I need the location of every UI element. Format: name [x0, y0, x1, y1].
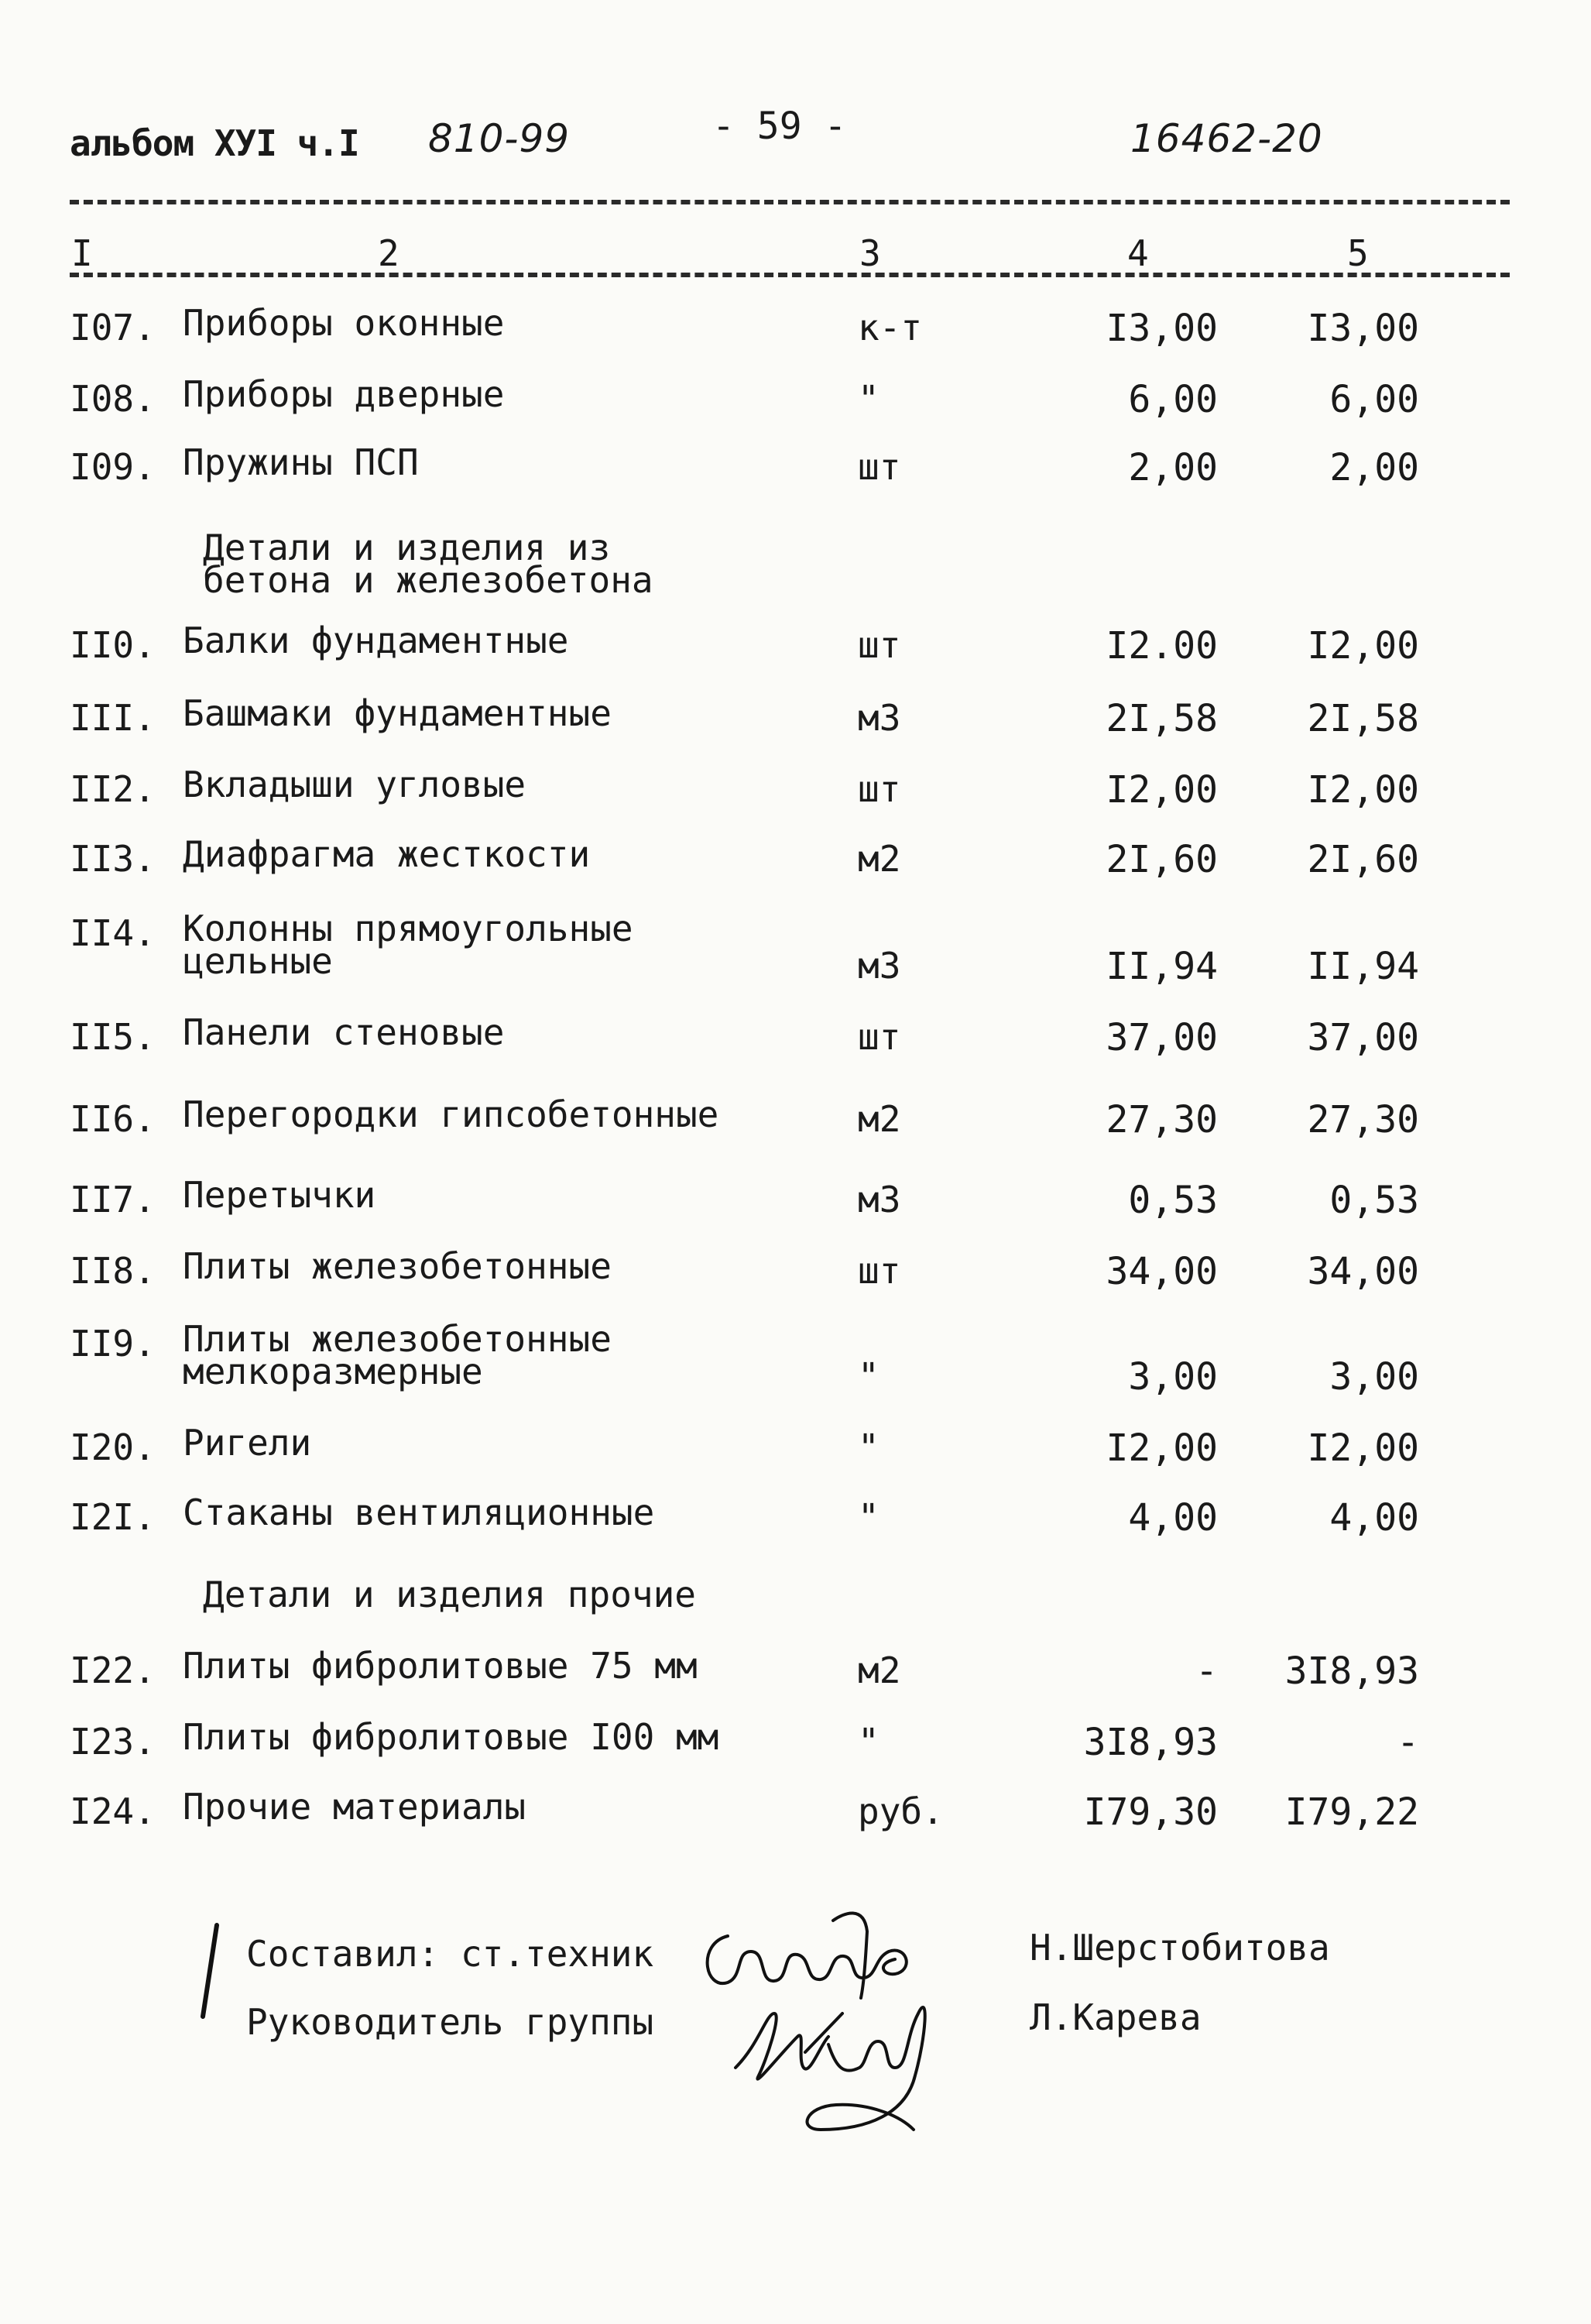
row-unit: " — [858, 378, 880, 420]
row-name: Стаканы вентиляционные — [183, 1492, 655, 1533]
row-unit: м2 — [858, 1098, 901, 1140]
column-header-5: 5 — [1347, 232, 1369, 274]
row-value-col5: 6,00 — [1329, 378, 1419, 421]
table-row — [0, 302, 1591, 353]
row-number: II3. — [70, 838, 156, 880]
row-value-col4: 34,00 — [1106, 1250, 1218, 1293]
row-value-col4: 0,53 — [1128, 1179, 1218, 1222]
row-value-col5: 37,00 — [1307, 1016, 1419, 1059]
row-unit: " — [858, 1426, 880, 1468]
table-row — [0, 1011, 1591, 1062]
table-row — [0, 1245, 1591, 1296]
row-value-col4: 27,30 — [1106, 1098, 1218, 1141]
row-name: Плиты железобетонные мелкоразмерные — [183, 1318, 612, 1392]
row-value-col5: II,94 — [1307, 945, 1419, 988]
row-value-col4: 2I,58 — [1106, 697, 1218, 740]
row-unit: шт — [858, 1250, 901, 1292]
table-row — [0, 1492, 1591, 1543]
row-number: II7. — [70, 1179, 156, 1220]
column-header-4: 4 — [1127, 232, 1149, 274]
row-number: II6. — [70, 1098, 156, 1140]
row-name: Перетычки — [183, 1174, 376, 1216]
group-lead-label: Руководитель группы — [246, 2001, 654, 2043]
table-row — [0, 1318, 1591, 1399]
row-unit: шт — [858, 624, 901, 666]
row-value-col4: 2,00 — [1128, 446, 1218, 489]
row-number: II2. — [70, 768, 156, 810]
compiled-by-label: Составил: ст.техник — [246, 1933, 654, 1975]
row-value-col4: I2,00 — [1106, 768, 1218, 812]
row-unit: шт — [858, 768, 901, 810]
row-unit: м2 — [858, 1649, 901, 1691]
row-name: Вкладыши угловые — [183, 764, 526, 805]
row-value-col4: I79,30 — [1083, 1790, 1218, 1834]
signature-group-lead — [712, 1967, 960, 2145]
row-value-col5: - — [1397, 1721, 1419, 1764]
row-number: I23. — [70, 1721, 156, 1763]
row-value-col5: 0,53 — [1329, 1179, 1419, 1222]
group-lead-name: Л.Карева — [1030, 1996, 1202, 2038]
row-value-col4: I2,00 — [1106, 1426, 1218, 1470]
row-name: Балки фундаментные — [183, 620, 569, 661]
row-number: I2I. — [70, 1496, 156, 1538]
table-row — [0, 908, 1591, 988]
row-value-col4: 6,00 — [1128, 378, 1218, 421]
row-number: II4. — [70, 912, 156, 954]
row-value-col5: 4,00 — [1329, 1496, 1419, 1540]
row-unit: " — [858, 1496, 880, 1538]
row-name: Колонны прямоугольные цельные — [183, 908, 633, 982]
row-number: I22. — [70, 1649, 156, 1691]
row-name: Плиты фибролитовые 75 мм — [183, 1645, 698, 1687]
handwritten-number: 16462-20 — [1130, 116, 1323, 161]
row-value-col5: 27,30 — [1307, 1098, 1419, 1141]
row-number: III. — [70, 697, 156, 739]
row-value-col4: I3,00 — [1106, 307, 1218, 350]
section-heading: Детали и изделия из бетона и железобетона — [203, 527, 653, 601]
row-value-col5: 2I,60 — [1307, 838, 1419, 881]
row-value-col4: - — [1195, 1649, 1218, 1693]
table-row — [0, 1645, 1591, 1696]
row-number: II8. — [70, 1250, 156, 1292]
row-name: Приборы оконные — [183, 302, 505, 344]
column-header-3: 3 — [859, 232, 881, 274]
row-value-col4: 2I,60 — [1106, 838, 1218, 881]
row-name: Пружины ПСП — [183, 441, 419, 483]
row-number: I07. — [70, 307, 156, 348]
row-value-col5: I3,00 — [1307, 307, 1419, 350]
margin-slash-mark — [194, 1921, 225, 2021]
row-value-col4: 37,00 — [1106, 1016, 1218, 1059]
row-number: I09. — [70, 446, 156, 488]
row-unit: м3 — [858, 1179, 901, 1220]
row-name: Плиты железобетонные — [183, 1245, 612, 1287]
row-value-col5: 2,00 — [1329, 446, 1419, 489]
row-value-col5: 2I,58 — [1307, 697, 1419, 740]
row-value-col4: 4,00 — [1128, 1496, 1218, 1540]
row-number: II0. — [70, 624, 156, 666]
row-unit: " — [858, 1721, 880, 1763]
table-row — [0, 1422, 1591, 1473]
row-unit: м3 — [858, 697, 901, 739]
section-heading: Детали и изделия прочие — [203, 1574, 696, 1615]
row-value-col5: I2,00 — [1307, 624, 1419, 668]
row-name: Башмаки фундаментные — [183, 692, 612, 734]
row-value-col4: 3I8,93 — [1083, 1721, 1218, 1764]
row-name: Ригели — [183, 1422, 312, 1464]
row-name: Приборы дверные — [183, 373, 505, 415]
row-value-col5: I79,22 — [1284, 1790, 1419, 1834]
row-number: I08. — [70, 378, 156, 420]
header-rule — [70, 200, 1510, 204]
table-row — [0, 1786, 1591, 1837]
column-header-1: I — [71, 232, 93, 274]
row-unit: к-т — [858, 307, 923, 348]
row-name: Прочие материалы — [183, 1786, 526, 1828]
row-value-col5: I2,00 — [1307, 768, 1419, 812]
row-value-col5: 3,00 — [1329, 1355, 1419, 1399]
table-row — [0, 373, 1591, 424]
table-row — [0, 1093, 1591, 1145]
table-row — [0, 1716, 1591, 1767]
column-header-rule — [70, 273, 1510, 277]
row-unit: м3 — [858, 945, 901, 987]
row-name: Плиты фибролитовые I00 мм — [183, 1716, 719, 1758]
row-name: Перегородки гипсобетонные — [183, 1093, 719, 1135]
row-value-col5: 34,00 — [1307, 1250, 1419, 1293]
row-unit: " — [858, 1355, 880, 1397]
row-value-col5: 3I8,93 — [1284, 1649, 1419, 1693]
row-number: II5. — [70, 1016, 156, 1058]
row-value-col4: I2.00 — [1106, 624, 1218, 668]
row-name: Диафрагма жесткости — [183, 833, 591, 875]
handwritten-code: 810-99 — [428, 116, 571, 161]
row-name: Панели стеновые — [183, 1011, 505, 1053]
row-number: I20. — [70, 1426, 156, 1468]
table-row — [0, 620, 1591, 671]
row-number: I24. — [70, 1790, 156, 1832]
page-number: - 59 - — [712, 105, 847, 148]
table-row — [0, 1174, 1591, 1225]
column-header-2: 2 — [378, 232, 399, 274]
row-unit: шт — [858, 1016, 901, 1058]
compiled-by-name: Н.Шерстобитова — [1030, 1927, 1330, 1969]
table-row — [0, 441, 1591, 493]
table-row — [0, 833, 1591, 884]
row-unit: руб. — [858, 1790, 944, 1832]
row-number: II9. — [70, 1323, 156, 1365]
row-unit: шт — [858, 446, 901, 488]
table-row — [0, 692, 1591, 743]
row-value-col4: 3,00 — [1128, 1355, 1218, 1399]
row-value-col4: II,94 — [1106, 945, 1218, 988]
table-row — [0, 764, 1591, 815]
row-unit: м2 — [858, 838, 901, 880]
row-value-col5: I2,00 — [1307, 1426, 1419, 1470]
album-label: альбом ХУI ч.I — [70, 122, 359, 164]
